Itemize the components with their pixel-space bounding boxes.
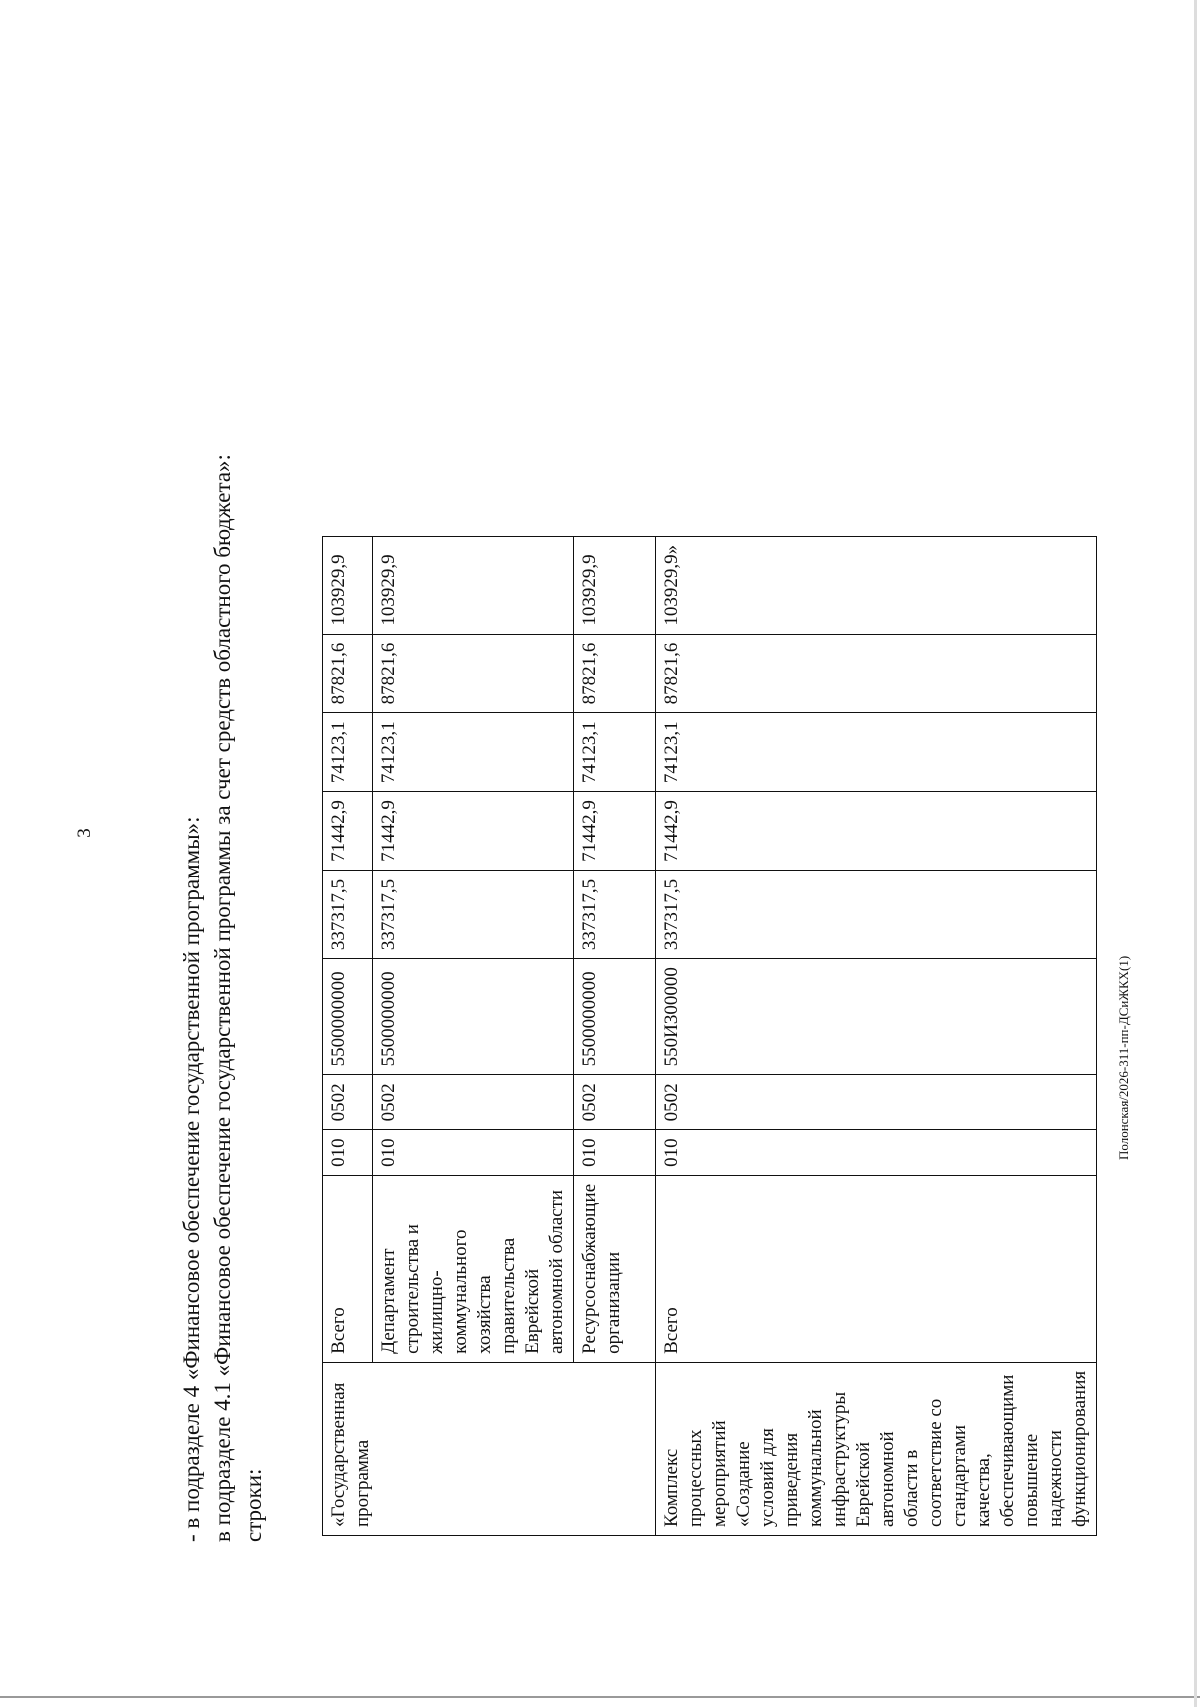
csr-cell: 550И300000 — [656, 959, 1097, 1075]
year2-cell: 74123,1 — [574, 713, 656, 792]
executor-cell: Департамент строительства и жилищно-коммунального хозяйства правительства Еврейской автономной области — [373, 1175, 574, 1362]
executor-cell: Всего — [323, 1175, 373, 1362]
intro-line-2: в подразделе 4.1 «Финансовое обеспечение государственной программы за счет средств областного бюджета»: — [210, 454, 235, 1542]
year2-cell: 74123,1 — [373, 713, 574, 792]
year3-cell: 87821,6 — [574, 634, 656, 713]
year1-cell: 71442,9 — [323, 792, 373, 871]
grbs-cell: 010 — [656, 1130, 1097, 1176]
executor-cell: Ресурсоснабжающие организации — [574, 1175, 656, 1362]
csr-cell: 5500000000 — [373, 959, 574, 1075]
year3-cell: 87821,6 — [656, 634, 1097, 713]
year2-cell: 74123,1 — [323, 713, 373, 792]
year3-cell: 87821,6 — [373, 634, 574, 713]
csr-cell: 5500000000 — [323, 959, 373, 1075]
rzpr-cell: 0502 — [656, 1075, 1097, 1130]
grbs-cell: 010 — [373, 1130, 574, 1176]
scan-edge-line — [0, 1696, 1200, 1698]
intro-text — [176, 42, 269, 1542]
csr-cell: 5500000000 — [574, 959, 656, 1075]
table-row — [323, 536, 373, 1535]
year4-cell: 103929,9 — [373, 536, 574, 634]
intro-line-3: строки: — [241, 1468, 266, 1542]
year1-cell: 71442,9 — [574, 792, 656, 871]
grbs-cell: 010 — [574, 1130, 656, 1176]
total-cell: 337317,5 — [574, 870, 656, 958]
program-cell: Комплекс процессных мероприятий «Создание условий для приведения коммунальной инфраструктуры Еврейской автономной области в соответствие со стандартами качества, обеспечивающими повышение надежности функционирования — [656, 1362, 1097, 1535]
year4-cell: 103929,9 — [323, 536, 373, 634]
finance-table — [322, 536, 1097, 1536]
year4-cell: 103929,9» — [656, 536, 1097, 634]
total-cell: 337317,5 — [373, 870, 574, 958]
rzpr-cell: 0502 — [373, 1075, 574, 1130]
grbs-cell: 010 — [323, 1130, 373, 1176]
program-cell: «Государственная программа — [323, 1362, 656, 1535]
year4-cell: 103929,9 — [574, 536, 656, 634]
year2-cell: 74123,1 — [656, 713, 1097, 792]
year3-cell: 87821,6 — [323, 634, 373, 713]
intro-line-1: - в подразделе 4 «Финансовое обеспечение государственной программы»: — [179, 816, 204, 1542]
scan-right-edge — [1194, 0, 1197, 1707]
page-number: 3 — [73, 828, 95, 838]
total-cell: 337317,5 — [656, 870, 1097, 958]
year1-cell: 71442,9 — [373, 792, 574, 871]
table-row — [656, 536, 1097, 1535]
document-footer-code: Полонская/2026-311-пп-ДСиЖКХ(1) — [1116, 955, 1131, 1160]
rzpr-cell: 0502 — [323, 1075, 373, 1130]
rzpr-cell: 0502 — [574, 1075, 656, 1130]
total-cell: 337317,5 — [323, 870, 373, 958]
executor-cell: Всего — [656, 1175, 1097, 1362]
year1-cell: 71442,9 — [656, 792, 1097, 871]
